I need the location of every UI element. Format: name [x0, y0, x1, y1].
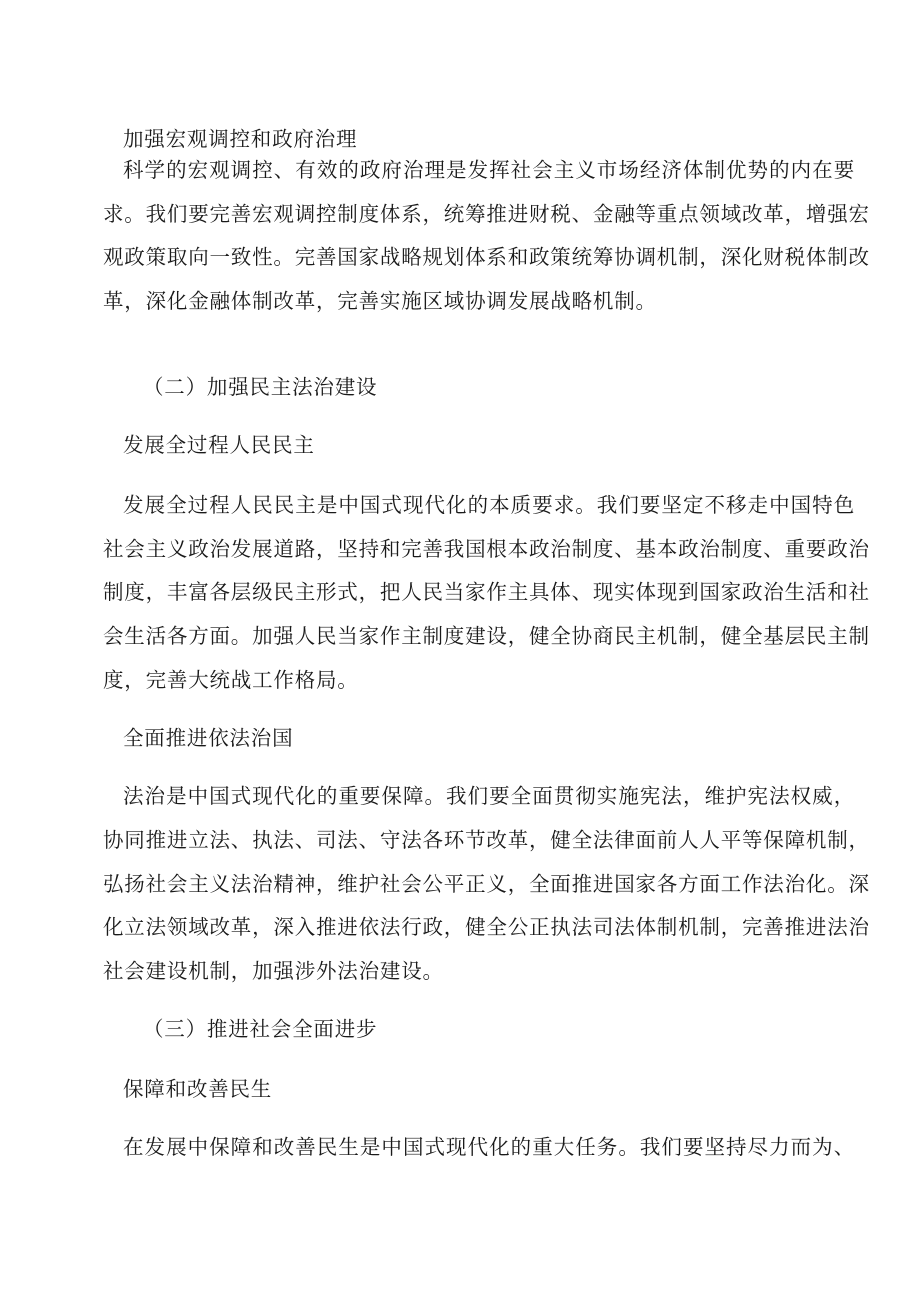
paragraph-line: 法治是中国式现代化的重要保障。我们要全面贯彻实施宪法，维护宪法权威，: [123, 784, 855, 808]
paragraph-line: 科学的宏观调控、有效的政府治理是发挥社会主义市场经济体制优势的内在要: [123, 158, 855, 182]
subsection-title: （三）推进社会全面进步: [143, 1017, 378, 1041]
section-heading: 全面推进依法治国: [123, 726, 294, 750]
paragraph-line: 社会建设机制，加强涉外法治建设。: [103, 959, 444, 983]
paragraph-line: 度，完善大统战工作格局。: [103, 668, 359, 692]
paragraph-line: 弘扬社会主义法治精神，维护社会公平正义，全面推进国家各方面工作法治化。深: [103, 872, 870, 896]
paragraph-line: 观政策取向一致性。完善国家战略规划体系和政策统筹协调机制，深化财税体制改: [103, 245, 870, 269]
paragraph-line: 社会主义政治发展道路，坚持和完善我国根本政治制度、基本政治制度、重要政治: [103, 537, 870, 561]
subsection-title: （二）加强民主法治建设: [143, 375, 378, 399]
paragraph-line: 发展全过程人民民主是中国式现代化的本质要求。我们要坚定不移走中国特色: [123, 493, 855, 517]
paragraph-line: 制度，丰富各层级民主形式，把人民当家作主具体、现实体现到国家政治生活和社: [103, 580, 870, 604]
paragraph-line: 协同推进立法、执法、司法、守法各环节改革，健全法律面前人人平等保障机制，: [103, 828, 870, 852]
section-heading: 加强宏观调控和政府治理: [123, 127, 358, 151]
section-heading: 发展全过程人民民主: [123, 433, 315, 457]
paragraph-line: 求。我们要完善宏观调控制度体系，统筹推进财税、金融等重点领域改革，增强宏: [103, 202, 870, 226]
paragraph-line: 在发展中保障和改善民生是中国式现代化的重大任务。我们要坚持尽力而为、: [123, 1135, 855, 1159]
section-heading: 保障和改善民生: [123, 1077, 273, 1101]
paragraph-line: 化立法领域改革，深入推进依法行政，健全公正执法司法体制机制，完善推进法治: [103, 915, 870, 939]
paragraph-line: 会生活各方面。加强人民当家作主制度建设，健全协商民主机制，健全基层民主制: [103, 624, 870, 648]
paragraph-line: 革，深化金融体制改革，完善实施区域协调发展战略机制。: [103, 289, 657, 313]
